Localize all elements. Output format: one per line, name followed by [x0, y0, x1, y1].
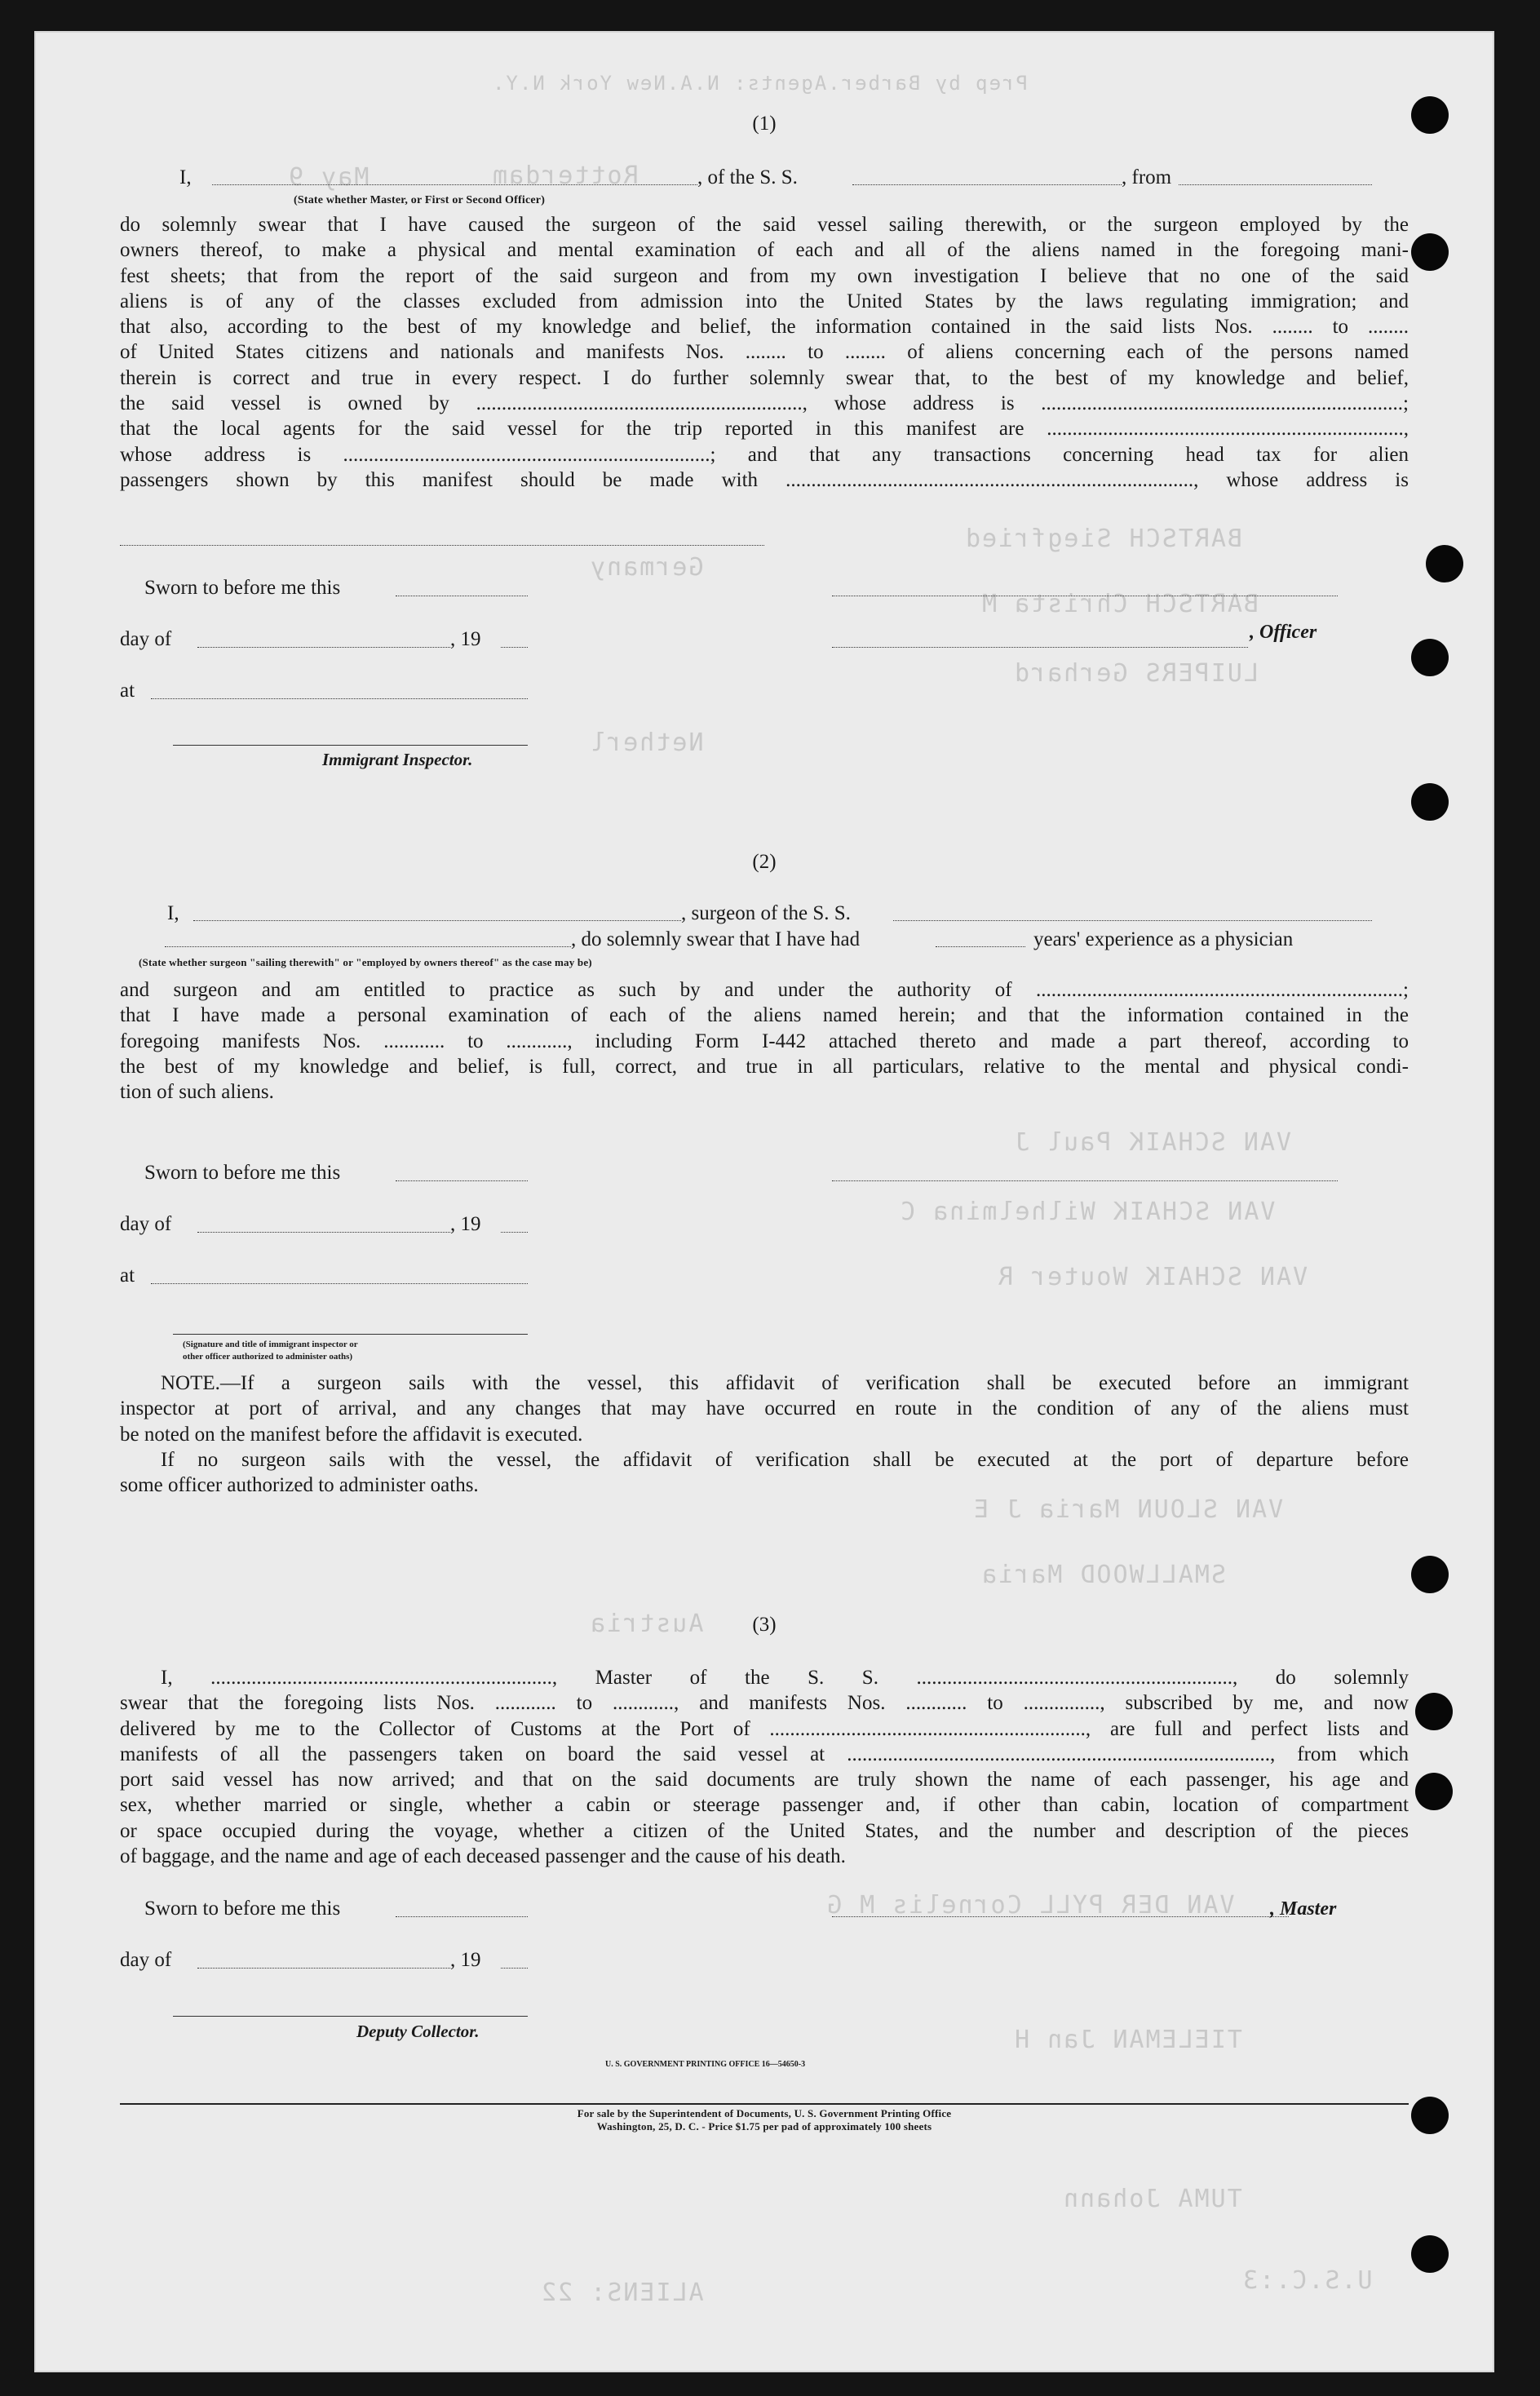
affiant-label: I,: [179, 166, 192, 188]
years-field[interactable]: [936, 932, 1025, 947]
surgeon-signature-field[interactable]: [832, 1166, 1338, 1181]
surgeon-name-field[interactable]: [193, 906, 681, 921]
year-field[interactable]: [501, 1217, 528, 1233]
bleedthrough-text: TIELEMAN Jan H: [1013, 2026, 1242, 2054]
deputy-title: Deputy Collector.: [356, 2022, 480, 2041]
day-of-label: day of: [120, 1213, 172, 1235]
bleedthrough-text: Austria: [589, 1610, 704, 1638]
sworn-label: Sworn to before me this: [144, 1162, 341, 1184]
bleedthrough-text: BARTSCH Siegfried: [964, 525, 1243, 553]
signature-note: (Signature and title of immigrant inspector or: [183, 1340, 358, 1349]
bleedthrough-text: Netherl: [589, 729, 704, 757]
from-label: , from: [1122, 166, 1172, 188]
deputy-signature-line[interactable]: [173, 2016, 528, 2017]
at-place-field[interactable]: [151, 1269, 528, 1284]
signature-note: other officer authorized to administer oaths): [183, 1352, 353, 1362]
bleedthrough-text: TUMA Johann: [1062, 2185, 1242, 2213]
at-place-field[interactable]: [151, 684, 528, 699]
binder-hole: [1415, 1773, 1453, 1810]
bleedthrough-text: VAN SCHAIK Wouter R: [997, 1263, 1308, 1291]
surgeon-type-field[interactable]: [165, 932, 571, 947]
master-title: , Master: [1270, 1898, 1337, 1920]
bleedthrough-text: Rotterdam: [491, 162, 639, 190]
port-from-field[interactable]: [1179, 170, 1372, 185]
section-number: (1): [752, 113, 777, 135]
year-label: , 19: [450, 628, 481, 650]
section-number: (2): [752, 851, 777, 873]
sworn-date-field[interactable]: [396, 1166, 528, 1181]
inspector-title: Immigrant Inspector.: [322, 750, 473, 769]
sworn-label: Sworn to before me this: [144, 577, 341, 599]
binder-hole: [1411, 2097, 1449, 2134]
sworn-date-field[interactable]: [396, 1902, 528, 1917]
section1-oath-text: do solemnly swear that I have caused the surgeon of the said vessel sailing therewith, or the surgeon employed by the owners thereof, to make a physical and mental examination of each and all of the aliens named in the foregoing mani- fest sheets; that from the report of the said surgeon and from my own investigation I believe that no one of the said aliens is of any of the classes excluded from admission into the United States by the laws regulating immigration; and that also, according to the best of my knowledge and belief, the information contained in the said lists Nos. ........ to ........ of United States citizens and nationals and manifests Nos. ........ to ........ of aliens concerning each of the persons named therein is correct and true in every respect. I do further solemnly swear that, to the best of my knowledge and belief, the said vessel is owned by ................................................................, whose address is .......................................................................; that the local agents for the said vessel for the trip reported in this manifest are ......................................................................, whose address is ........................................................................; and that any transactions concerning head tax for alien passengers shown by this manifest should be made with ................................................................................, whose address is: [120, 214, 1409, 491]
binder-hole: [1411, 233, 1449, 271]
year-label: , 19: [450, 1949, 481, 1971]
bleedthrough-text: Prep by Barber.Agents: N.A.New York N.Y.: [491, 72, 1028, 95]
year-field[interactable]: [501, 632, 528, 648]
state-note: (State whether Master, or First or Second Officer): [294, 194, 546, 206]
at-label: at: [120, 680, 135, 702]
section2-oath-text: and surgeon and am entitled to practice as such by and under the authority of ........................................................................; that I have made a personal examination of each of the aliens named herein; and that the information contained in the foregoing manifests Nos. ............ to ............, including Form I-442 attached thereto and made a part thereof, according to the best of my knowledge and belief, is full, correct, and true in all particulars, relative to the mental and physical condi- tion of such aliens.: [120, 979, 1409, 1104]
binder-hole: [1411, 639, 1449, 676]
surgeon-of-label: , surgeon of the S. S.: [681, 902, 851, 924]
binder-hole: [1411, 2235, 1449, 2273]
binder-hole: [1411, 783, 1449, 821]
day-of-field[interactable]: [197, 1953, 450, 1969]
binder-hole: [1415, 1693, 1453, 1730]
sale-notice: For sale by the Superintendent of Documents, U. S. Government Printing Office: [577, 2107, 952, 2119]
of-ss-label: , of the S. S.: [697, 166, 798, 188]
binder-hole: [1411, 1556, 1449, 1593]
master-signature-field[interactable]: [832, 1902, 1289, 1917]
section3-oath-text: I, ..................................................................., Master of the S. S. .............................................................., do solemnly swear that the foregoing lists Nos. ............ to ............, and manifests Nos. ............ to ..............., subscribed by me, and now delivered by me to the Collector of Customs at the Port of .............................................................., are full and perfect lists and manifests of all the passengers taken on board the said vessel at ..................................................................................., from which port said vessel has now arrived; and that on the said documents are truly shown the name of each passenger, his age and sex, whether married or single, whether a cabin or steerage passenger and, if other than cabin, location of compartment or space occupied during the voyage, whether a citizen of the United States, and the number and description of the pieces of baggage, and the name and age of each deceased passenger and the cause of his death.: [120, 1667, 1409, 1868]
year-field[interactable]: [501, 1953, 528, 1969]
address-continuation-field[interactable]: [120, 530, 764, 546]
officer-signature-field-2[interactable]: [832, 632, 1248, 648]
binder-hole: [1426, 545, 1463, 582]
sale-notice: Washington, 25, D. C. - Price $1.75 per pad of approximately 100 sheets: [596, 2120, 932, 2132]
officer-name-field[interactable]: [212, 170, 697, 185]
section-number: (3): [752, 1614, 777, 1636]
years-label: years' experience as a physician: [1033, 928, 1294, 950]
note-text: NOTE.—If a surgeon sails with the vessel, this affidavit of verification shall be executed before an immigrant inspector at port of arrival, and any changes that may have occurred en route in the condition of any of the aliens must be noted on the manifest before the affidavit is executed. If no surgeon sails with the vessel, the affidavit of verification shall be executed at the port of departure before some officer authorized to administer oaths.: [120, 1372, 1409, 1497]
day-of-field[interactable]: [197, 1217, 450, 1233]
bleedthrough-text: VAN DER PYLL Cornelis M G: [825, 1891, 1235, 1920]
footer-rule: [120, 2103, 1409, 2105]
bleedthrough-text: VAN SCHAIK Wilhelmina C: [899, 1198, 1276, 1226]
bleedthrough-text: U.S.C.:3: [1241, 2266, 1373, 2295]
bleedthrough-text: May 9: [287, 163, 370, 192]
day-of-label: day of: [120, 1949, 172, 1971]
affiant-label: I,: [167, 902, 179, 924]
bleedthrough-text: Germany: [589, 553, 704, 582]
sworn-date-field[interactable]: [396, 581, 528, 596]
bleedthrough-text: VAN SLOUN Maria J E: [972, 1495, 1284, 1524]
officer-signature-field[interactable]: [832, 581, 1338, 596]
bleedthrough-text: SMALLWOOD Maria: [980, 1561, 1226, 1589]
day-of-field[interactable]: [197, 632, 450, 648]
sworn-label: Sworn to before me this: [144, 1898, 341, 1920]
vessel-name-field[interactable]: [852, 170, 1122, 185]
swear-label: , do solemnly swear that I have had: [571, 928, 861, 950]
surgeon-state-note: (State whether surgeon "sailing therewith" or "employed by owners thereof" as the case may be): [139, 956, 592, 968]
bleedthrough-text: LUIPERS Gerhard: [1013, 659, 1259, 688]
inspector-signature-line[interactable]: [173, 745, 528, 746]
bleedthrough-text: ALIENS: 22: [540, 2279, 704, 2307]
year-label: , 19: [450, 1213, 481, 1235]
binder-hole: [1411, 96, 1449, 134]
officer-title: , Officer: [1250, 622, 1317, 643]
day-of-label: day of: [120, 628, 172, 650]
bleedthrough-text: VAN SCHAIK Paul J: [1013, 1128, 1292, 1157]
manifest-page: [34, 31, 1494, 2372]
inspector-signature-line[interactable]: [173, 1334, 528, 1335]
surgeon-vessel-field[interactable]: [893, 906, 1372, 921]
bleedthrough-text: BARTSCH Christa M: [980, 590, 1259, 618]
gpo-imprint: U. S. GOVERNMENT PRINTING OFFICE 16—54650-3: [605, 2060, 806, 2069]
at-label: at: [120, 1264, 135, 1287]
